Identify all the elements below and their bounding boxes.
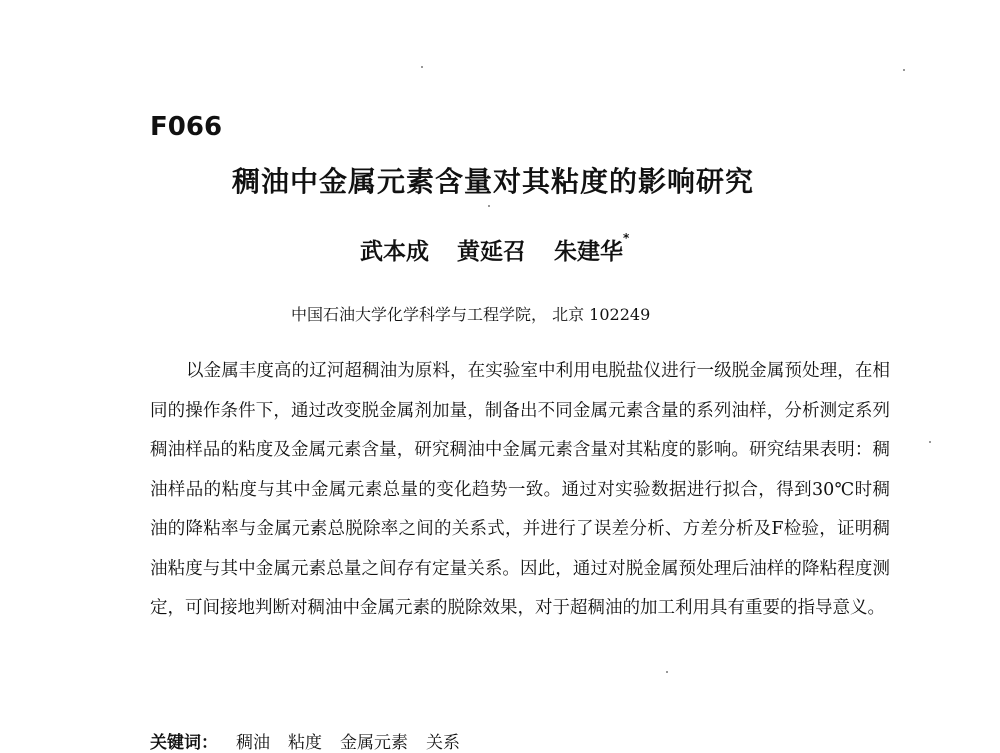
scan-speck [421,66,423,68]
keyword: 金属元素 [340,733,408,753]
keyword: 粘度 [288,733,322,753]
scan-speck [488,205,490,207]
affiliation: 中国石油大学化学科学与工程学院， 北京 102249 [291,305,651,324]
author-name: 武本成 [360,239,429,265]
paper-title: 稠油中金属元素含量对其粘度的影响研究 [232,165,755,198]
author-name: 黄延召 [457,239,526,265]
keyword: 稠油 [236,733,270,753]
scan-speck [666,671,668,673]
author-list [360,233,629,266]
keyword: 关系 [426,733,460,753]
paper-code: F066 [150,112,223,142]
author-name: 朱建华 [554,239,623,265]
keywords-label: 关键词： [150,733,218,753]
keywords-line [150,728,460,753]
scan-speck [903,69,905,71]
corresponding-author-mark: * [623,231,630,245]
abstract-text: 以金属丰度高的辽河超稠油为原料，在实验室中利用电脱盐仪进行一级脱金属预处理，在相同的操作条件下，通过改变脱金属剂加量，制备出不同金属元素含量的系列油样，分析测定系列稠油样品的粘度及金属元素含量，研究稠油中金属元素含量对其粘度的影响。研究结果表明：稠油样品的粘度与其中金属元素总量的变化趋势一致。通过对实验数据进行拟合，得到30℃时稠油的降粘率与金属元素总脱除率之间的关系式，并进行了误差分析、方差分析及F检验，证明稠油粘度与其中金属元素总量之间存有定量关系。因此，通过对脱金属预处理后油样的降粘程度测定，可间接地判断对稠油中金属元素的脱除效果，对于超稠油的加工利用具有重要的指导意义。 [150,361,890,618]
scan-speck [929,441,931,443]
